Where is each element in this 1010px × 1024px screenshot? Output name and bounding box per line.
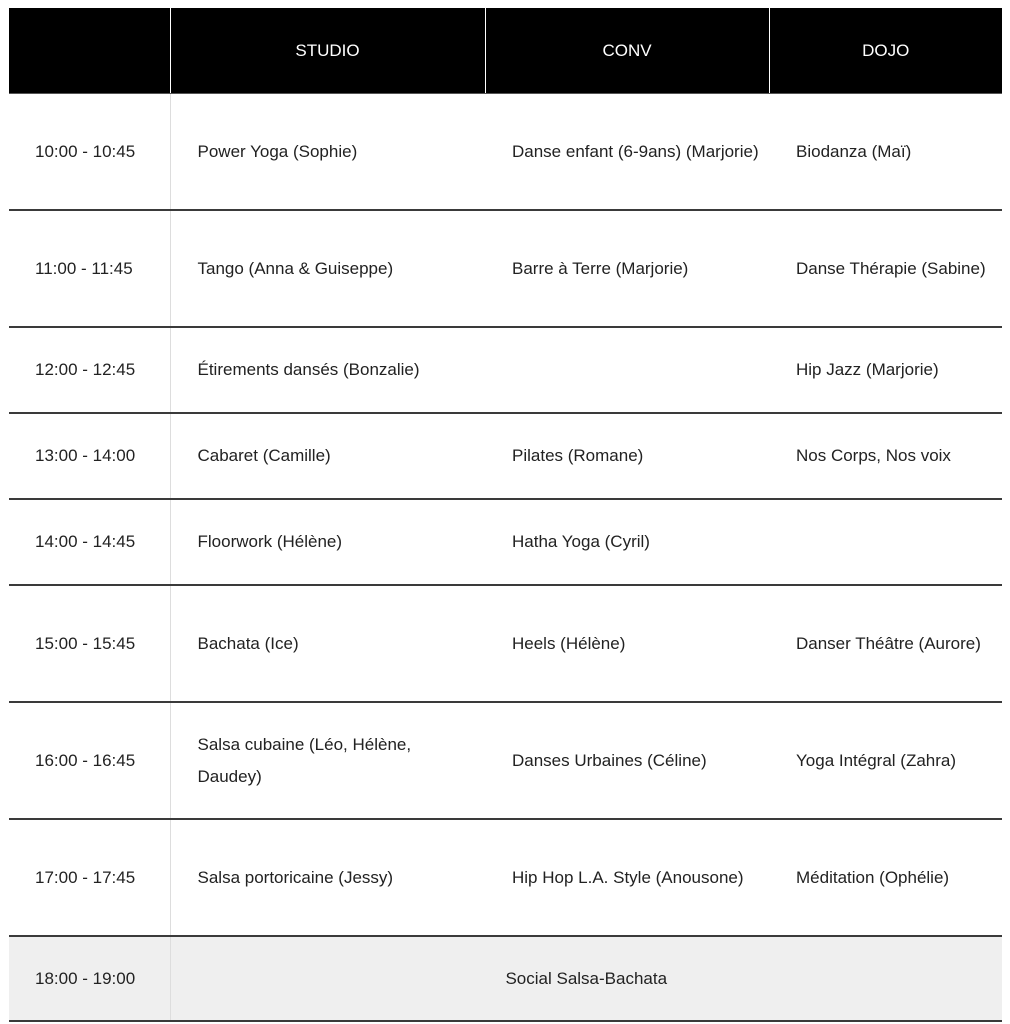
- time-cell: 10:00 - 10:45: [9, 94, 170, 211]
- dojo-cell: Danser Théâtre (Aurore): [769, 585, 1002, 702]
- table-row: [9, 210, 1002, 327]
- time-cell: 16:00 - 16:45: [9, 702, 170, 819]
- dojo-cell: Nos Corps, Nos voix: [769, 413, 1002, 499]
- time-cell: 12:00 - 12:45: [9, 327, 170, 413]
- header-conv: CONV: [485, 8, 769, 94]
- time-cell: 13:00 - 14:00: [9, 413, 170, 499]
- header-time: [9, 8, 170, 94]
- social-row: [9, 936, 1002, 1021]
- header-studio: STUDIO: [170, 8, 485, 94]
- time-cell: 15:00 - 15:45: [9, 585, 170, 702]
- table-row: [9, 702, 1002, 819]
- time-cell: 18:00 - 19:00: [9, 936, 170, 1021]
- dojo-cell: Hip Jazz (Marjorie): [769, 327, 1002, 413]
- studio-cell: Floorwork (Hélène): [170, 499, 485, 585]
- time-cell: 17:00 - 17:45: [9, 819, 170, 936]
- dojo-cell: Yoga Intégral (Zahra): [769, 702, 1002, 819]
- studio-cell: Tango (Anna & Guiseppe): [170, 210, 485, 327]
- conv-cell: Danses Urbaines (Céline): [485, 702, 769, 819]
- social-event-cell: Social Salsa-Bachata: [170, 936, 1002, 1021]
- studio-cell: Power Yoga (Sophie): [170, 94, 485, 211]
- table-row: [9, 94, 1002, 211]
- conv-cell: [485, 327, 769, 413]
- studio-cell: Salsa portoricaine (Jessy): [170, 819, 485, 936]
- time-cell: 11:00 - 11:45: [9, 210, 170, 327]
- table-row: [9, 327, 1002, 413]
- schedule-header: [9, 8, 1002, 94]
- studio-cell: Étirements dansés (Bonzalie): [170, 327, 485, 413]
- conv-cell: Danse enfant (6-9ans) (Marjorie): [485, 94, 769, 211]
- conv-cell: Heels (Hélène): [485, 585, 769, 702]
- table-row: [9, 819, 1002, 936]
- schedule-body: [9, 94, 1002, 1022]
- dojo-cell: [769, 499, 1002, 585]
- conv-cell: Hatha Yoga (Cyril): [485, 499, 769, 585]
- dojo-cell: Biodanza (Maï): [769, 94, 1002, 211]
- table-row: [9, 499, 1002, 585]
- studio-cell: Cabaret (Camille): [170, 413, 485, 499]
- schedule-table: [9, 8, 1002, 1022]
- conv-cell: Barre à Terre (Marjorie): [485, 210, 769, 327]
- studio-cell: Bachata (Ice): [170, 585, 485, 702]
- dojo-cell: Danse Thérapie (Sabine): [769, 210, 1002, 327]
- table-row: [9, 413, 1002, 499]
- header-dojo: DOJO: [769, 8, 1002, 94]
- conv-cell: Hip Hop L.A. Style (Anousone): [485, 819, 769, 936]
- studio-cell: Salsa cubaine (Léo, Hélène, Daudey): [170, 702, 485, 819]
- dojo-cell: Méditation (Ophélie): [769, 819, 1002, 936]
- time-cell: 14:00 - 14:45: [9, 499, 170, 585]
- table-row: [9, 585, 1002, 702]
- conv-cell: Pilates (Romane): [485, 413, 769, 499]
- header-row: [9, 8, 1002, 94]
